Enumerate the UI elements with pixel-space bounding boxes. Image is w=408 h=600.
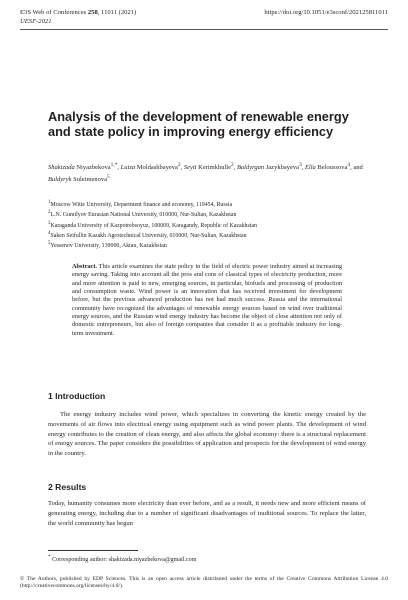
affiliation-item: [48, 240, 368, 250]
author-family-name: Beloussova: [315, 164, 348, 172]
author-separator: ,: [117, 164, 121, 172]
affiliation-number: 1: [48, 200, 51, 205]
corresponding-author-footnote: [48, 553, 196, 564]
author-affiliation-mark: 2: [230, 162, 234, 168]
author-separator: ,: [301, 164, 305, 172]
doi-link[interactable]: https://doi.org/10.1051/e3sconf/202125811011: [264, 9, 388, 16]
affiliation-text: Moscow Witte University, Department finance and economy, 119454, Russia: [50, 201, 233, 208]
affiliation-text: Karaganda University of Kazpotrebsoyuz, 100009, Karagandy, Republic of Kazakhstan: [50, 222, 257, 229]
conference-name: UESF-2021: [20, 18, 52, 25]
journal-prefix: E3S Web of Conferences: [20, 9, 88, 16]
introduction-paragraph: The energy industry includes wind power, which specializes in converting the kinetic energy created by the movements of air flows into electrical energy using equipment such as wind power plants. The development of wind energy contributes to the creation of clean energy, and also affects the global economy: there is a structural replacement of energy sources. The paper considers the possibilities of application and prospects for the development of wind energy in the country.: [48, 411, 366, 458]
affiliation-number: 2: [48, 210, 51, 216]
author-separator: , and: [350, 164, 363, 172]
affiliation-list: [48, 199, 368, 250]
affiliation-item: [48, 230, 368, 240]
author-family-name: Jazykbayeva: [264, 164, 299, 172]
footnote-text: Corresponding author: shakizada.niyazbekova@gmail.com: [50, 557, 197, 564]
affiliation-text: Saken Seifullin Kazakh Agrotechnical University, 010000, Nur-Sultan, Kazakhstan: [50, 232, 247, 239]
abstract-text: This article examines the state policy in the field of electric power industry aimed at increasing energy saving. Taking into account all the pros and cons of classical types of electricity production, more and more attention is paid to new, emerging sources, in particular, biofuels and processing of production and consumption waste. Wind power is an innovation that has received investment for development before, but the previous advanced production has not had much success. Russia and the international community have recognized the advantages of renewable energy sources based on wind over traditional energy sources, and the Russian wind energy industry has become the object of close attention not only of domestic entrepreneurs, but also of foreign companies that consider it as a profitable industry for long-term investment.: [72, 263, 342, 337]
results-paragraph: Today, humanity consumes more electricity than ever before, and as a result, it needs new and more efficient means of generating energy, including due to a number of significant disadvantages of traditional sources. To replace the latter, the world community has begun: [48, 500, 366, 527]
author-name: [237, 164, 302, 171]
author-family-name: Suleimenova: [71, 175, 108, 183]
author-list: [48, 161, 368, 184]
author-affiliation-mark: 5: [107, 173, 110, 180]
abstract-label: Abstract.: [72, 263, 98, 270]
footnote-mark: *: [48, 554, 51, 560]
affiliation-number: 3: [48, 220, 51, 226]
author-given-name: Buldyryk: [48, 175, 72, 183]
journal-citation: [20, 9, 136, 17]
affiliation-number: 4: [48, 230, 51, 236]
author-name: [184, 164, 234, 171]
section-heading-introduction: 1 Introduction: [48, 391, 106, 401]
author-family-name: Kerimkhulle: [196, 164, 231, 172]
author-affiliation-mark: 1,*: [110, 162, 118, 168]
author-given-name: Seyit: [183, 164, 197, 172]
author-family-name: Moldashbayeva: [135, 164, 178, 172]
journal-issue: , 11011 (2021): [97, 9, 137, 16]
author-given-name: Baldyrgan: [236, 164, 265, 172]
license-footer: © The Authors, published by EDP Sciences. This is an open access article distributed under the terms of the Creative Commons Attribution License 4.0 (http://creativecommons.org/licenses/by/4.0/).: [20, 576, 388, 590]
affiliation-item: [48, 220, 368, 230]
author-name: [305, 164, 350, 171]
journal-volume: 258: [87, 9, 98, 16]
author-separator: ,: [180, 164, 184, 172]
footnote-rule: [48, 550, 138, 551]
author-name: [48, 164, 117, 171]
author-affiliation-mark: 3: [298, 162, 302, 168]
header-rule: [20, 29, 388, 30]
author-given-name: Luiza: [120, 164, 136, 172]
author-affiliation-mark: 2: [177, 162, 181, 168]
affiliation-number: 5: [48, 241, 51, 247]
affiliation-item: [48, 199, 368, 209]
affiliation-item: [48, 209, 368, 219]
affiliation-text: L.N. Gumilyov Eurasian National University, 010000, Nur-Sultan, Kazakhstan: [50, 212, 237, 219]
section-heading-results: 2 Results: [48, 482, 87, 492]
abstract: [72, 263, 342, 338]
paper-title: Analysis of the development of renewable energy and state policy in improving energy efficiency: [48, 109, 349, 140]
affiliation-text: Yessenov University, 139000, Aktau, Kazakhstan: [50, 243, 167, 250]
author-family-name: Niyazbekova: [74, 164, 111, 172]
author-name: [121, 164, 181, 171]
author-name: [48, 173, 110, 183]
author-given-name: Shakizada: [48, 164, 75, 172]
author-given-name: Ella: [304, 164, 316, 172]
author-affiliation-mark: 4: [347, 162, 351, 168]
author-separator: ,: [233, 164, 237, 172]
